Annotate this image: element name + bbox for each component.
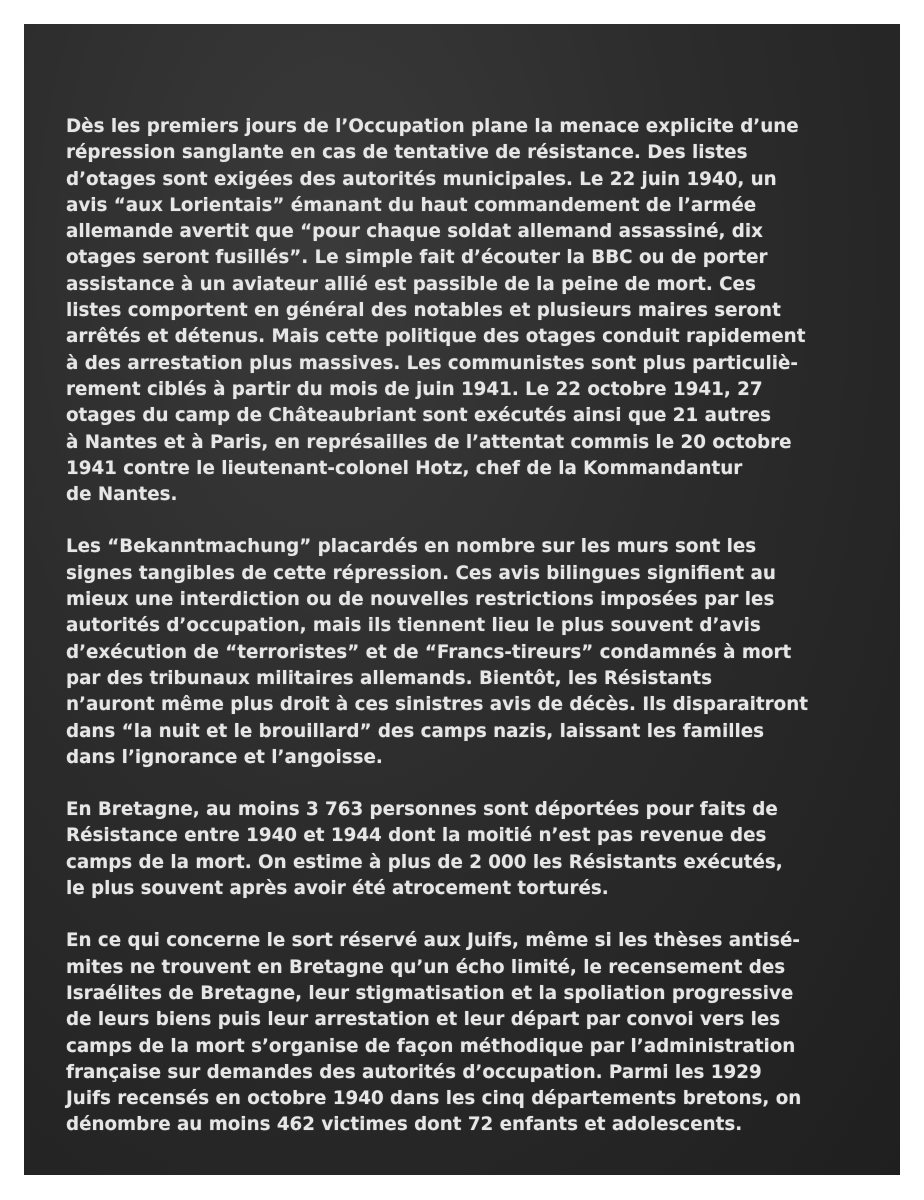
text-line: autorités d’occupation, mais ils tiennent lieu le plus souvent d’avis xyxy=(66,615,761,637)
text-line: Les “Bekanntmachung” placardés en nombre sur les murs sont les xyxy=(66,536,757,558)
text-line: camps de la mort s’organise de façon méthodique par l’administration xyxy=(66,1035,796,1057)
paragraph-bretagne-deportation xyxy=(66,797,878,902)
text-line: otages seront fusillés”. Le simple fait d’écouter la BBC ou de porter xyxy=(66,247,768,269)
text-line: de leurs biens puis leur arrestation et leur départ par convoi vers les xyxy=(66,1009,781,1031)
paragraph-bekanntmachung xyxy=(66,534,878,771)
text-line: 1941 contre le lieutenant-colonel Hotz, chef de la Kommandantur xyxy=(66,457,743,479)
text-line: dénombre au moins 462 victimes dont 72 enfants et adolescents. xyxy=(66,1114,743,1136)
text-line: dans “la nuit et le brouillard” des camps nazis, laissant les familles xyxy=(66,720,765,742)
text-line: n’auront même plus droit à ces sinistres avis de décès. Ils disparaitront xyxy=(66,694,808,716)
text-line: avis “aux Lorientais” émanant du haut commandement de l’armée xyxy=(66,194,757,216)
text-line: Juifs recensés en octobre 1940 dans les cinq départements bretons, on xyxy=(66,1088,802,1110)
text-line: dans l’ignorance et l’angoisse. xyxy=(66,746,383,768)
text-line: Dès les premiers jours de l’Occupation plane la menace explicite d’une xyxy=(66,116,799,137)
text-line: française sur demandes des autorités d’occupation. Parmi les 1929 xyxy=(66,1061,762,1083)
text-line: listes comportent en général des notables et plusieurs maires seront xyxy=(66,300,781,322)
text-line: En ce qui concerne le sort réservé aux Juifs, même si les thèses antisé- xyxy=(66,930,800,952)
text-line: otages du camp de Châteaubriant sont exécutés ainsi que 21 autres xyxy=(66,405,771,427)
text-line: rement ciblés à partir du mois de juin 1941. Le 22 octobre 1941, 27 xyxy=(66,378,763,400)
text-line: Résistance entre 1940 et 1944 dont la moitié n’est pas revenue des xyxy=(66,825,767,847)
text-line: arrêtés et détenus. Mais cette politique des otages conduit rapidement xyxy=(66,326,806,348)
text-line: assistance à un aviateur allié est passible de la peine de mort. Ces xyxy=(66,273,756,295)
text-line: mites ne trouvent en Bretagne qu’un écho limité, le recensement des xyxy=(66,956,786,978)
text-line: répression sanglante en cas de tentative de résistance. Des listes xyxy=(66,142,748,164)
text-line: signes tangibles de cette répression. Ces avis bilingues signifient au xyxy=(66,562,776,584)
text-line: En Bretagne, au moins 3 763 personnes sont déportées pour faits de xyxy=(66,799,778,821)
text-line: de Nantes. xyxy=(66,484,178,506)
text-line: par des tribunaux militaires allemands. Bientôt, les Résistants xyxy=(66,667,713,689)
panel-text xyxy=(66,114,878,1165)
text-line: mieux une interdiction ou de nouvelles restrictions imposées par les xyxy=(66,589,775,611)
text-line: camps de la mort. On estime à plus de 2 000 les Résistants exécutés, xyxy=(66,851,783,873)
text-line: d’exécution de “terroristes” et de “Francs-tireurs” condamnés à mort xyxy=(66,641,792,663)
exhibit-panel xyxy=(24,24,900,1175)
text-line: à Nantes et à Paris, en représailles de l’attentat commis le 20 octobre xyxy=(66,431,792,453)
text-line: le plus souvent après avoir été atrocement torturés. xyxy=(66,878,609,900)
paragraph-occupation-repression xyxy=(66,114,878,508)
text-line: d’otages sont exigées des autorités municipales. Le 22 juin 1940, un xyxy=(66,168,777,190)
paragraph-juifs xyxy=(66,928,878,1138)
text-line: Israélites de Bretagne, leur stigmatisation et la spoliation progressive xyxy=(66,982,794,1004)
text-line: allemande avertit que “pour chaque soldat allemand assassiné, dix xyxy=(66,221,763,243)
text-line: à des arrestation plus massives. Les communistes sont plus particuliè- xyxy=(66,352,798,374)
